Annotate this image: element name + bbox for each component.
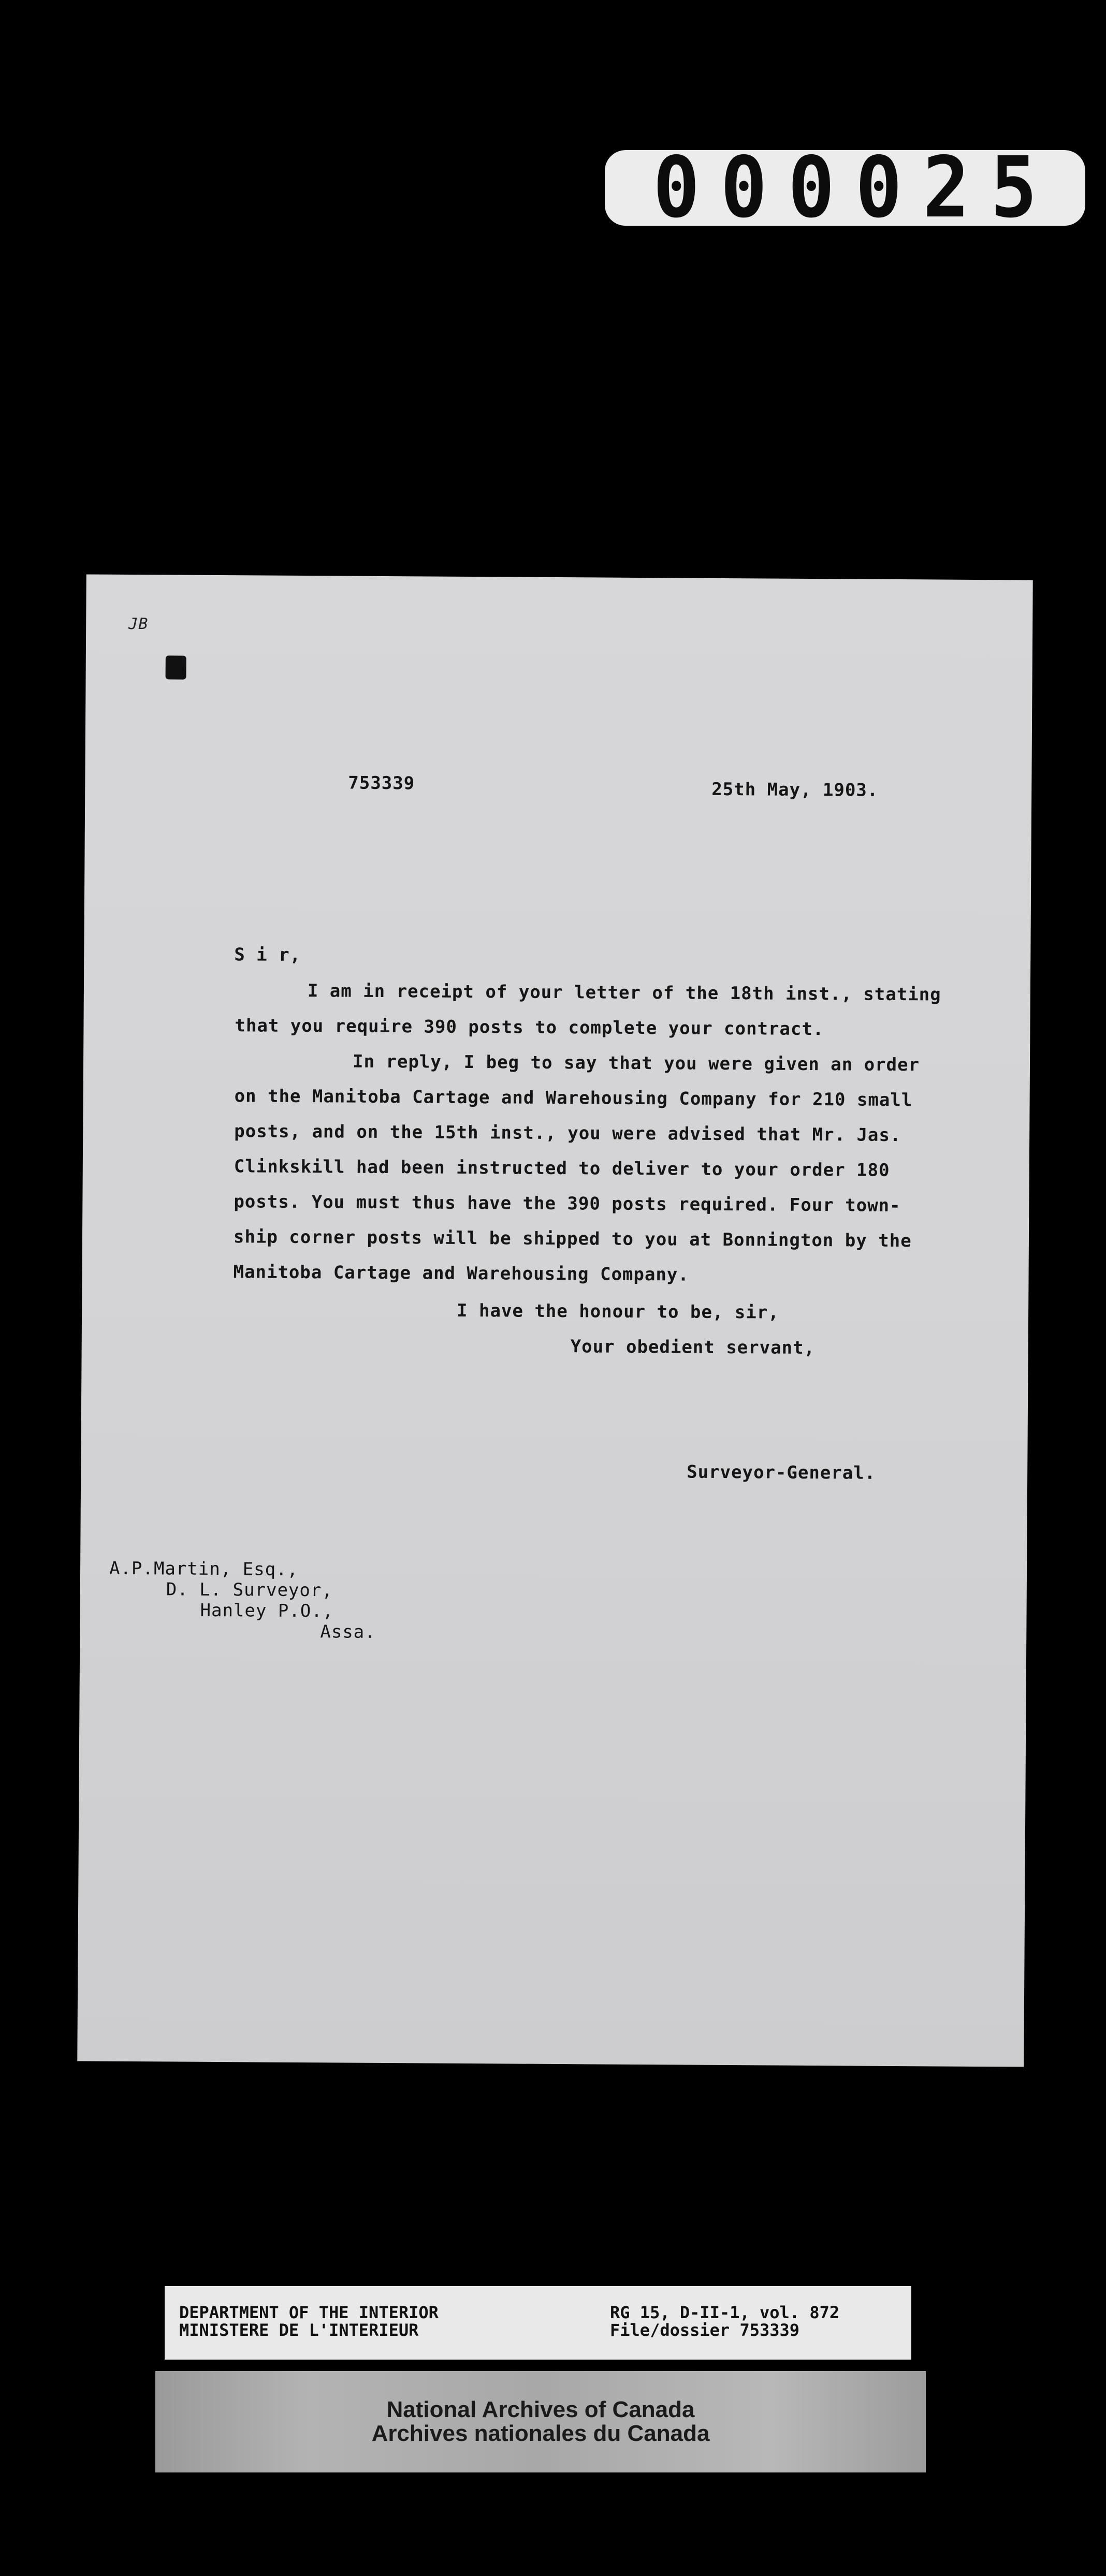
file-dossier-number: File/dossier 753339 bbox=[610, 2320, 800, 2340]
body-line: I am in receipt of your letter of the 18th inst., stating bbox=[307, 980, 941, 1005]
body-line: on the Manitoba Cartage and Warehousing Company for 210 small bbox=[234, 1086, 913, 1111]
archives-name-en: National Archives of Canada bbox=[386, 2397, 695, 2422]
body-line: that you require 390 posts to complete your contract. bbox=[235, 1015, 824, 1040]
punch-mark bbox=[166, 655, 186, 679]
letter-page bbox=[77, 574, 1033, 2067]
body-line: posts, and on the 15th inst., you were advised that Mr. Jas. bbox=[234, 1121, 901, 1146]
archives-name-fr: Archives nationales du Canada bbox=[371, 2421, 710, 2446]
letter-date: 25th May, 1903. bbox=[711, 779, 879, 801]
closing-signoff: Your obedient servant, bbox=[570, 1336, 816, 1359]
frame-counter bbox=[605, 139, 1085, 237]
addressee-district: Assa. bbox=[320, 1621, 376, 1643]
salutation: S i r, bbox=[234, 944, 301, 965]
body-line: ship corner posts will be shipped to you at Bonnington by the bbox=[233, 1226, 912, 1252]
body-line: Manitoba Cartage and Warehousing Company. bbox=[233, 1262, 689, 1285]
file-number: 753339 bbox=[348, 772, 415, 794]
addressee-title: D. L. Surveyor, bbox=[166, 1579, 333, 1601]
body-line: Clinkskill had been instructed to deliver to your order 180 bbox=[234, 1156, 890, 1181]
frame-number: 000025 bbox=[653, 139, 1058, 237]
body-line: In reply, I beg to say that you were given an order bbox=[352, 1051, 920, 1076]
department-name-en: DEPARTMENT OF THE INTERIOR bbox=[179, 2303, 439, 2322]
addressee-name: A.P.Martin, Esq., bbox=[109, 1558, 299, 1580]
signature-title: Surveyor-General. bbox=[687, 1461, 876, 1484]
closing-line: I have the honour to be, sir, bbox=[456, 1300, 779, 1323]
body-line: posts. You must thus have the 390 posts required. Four town- bbox=[234, 1191, 901, 1217]
archives-label bbox=[155, 2371, 926, 2472]
department-label bbox=[165, 2286, 911, 2360]
initials: JB bbox=[128, 614, 149, 634]
department-name-fr: MINISTERE DE L'INTERIEUR bbox=[179, 2320, 419, 2340]
addressee-post-office: Hanley P.O., bbox=[200, 1600, 334, 1622]
record-group-reference: RG 15, D-II-1, vol. 872 bbox=[610, 2303, 840, 2322]
